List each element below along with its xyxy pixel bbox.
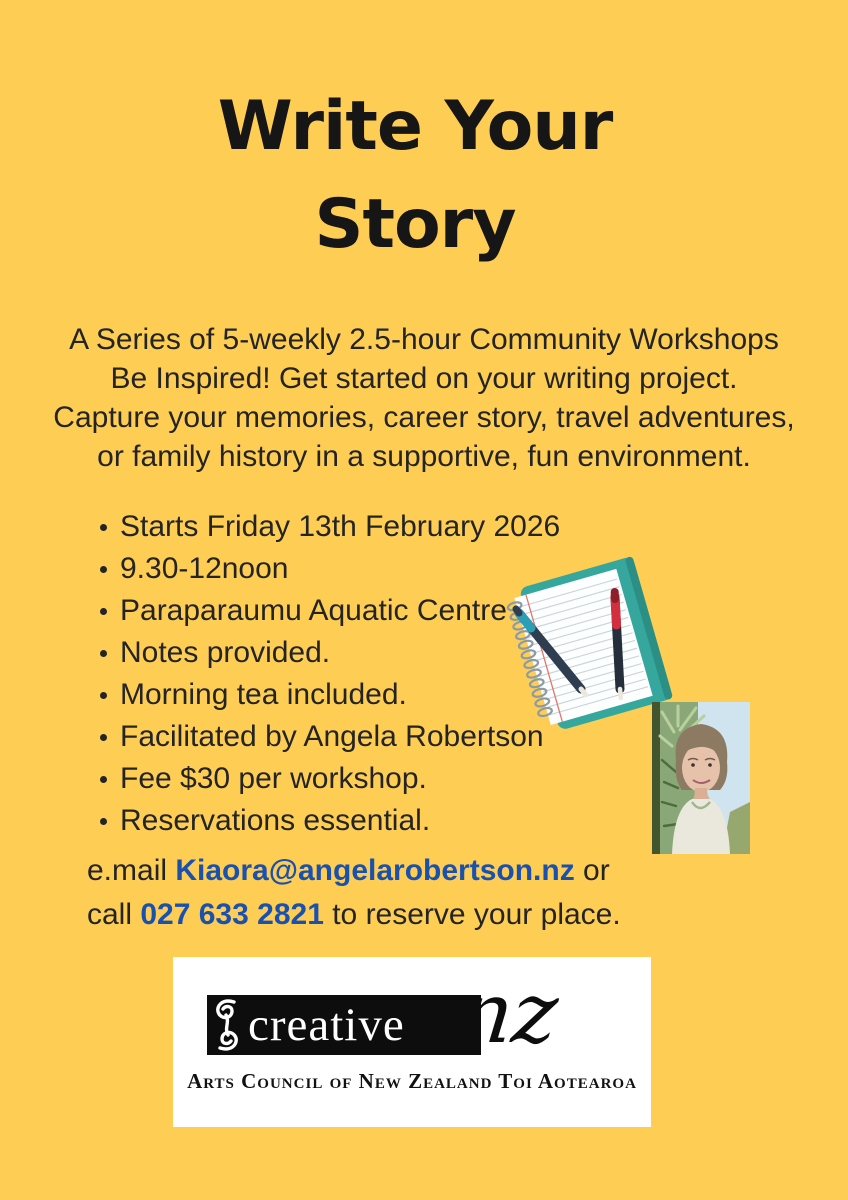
list-item: Morning tea included. <box>120 674 560 716</box>
logo-caption: Arts Council of New Zealand Toi Aotearoa <box>187 1069 637 1093</box>
koru-icon <box>212 997 242 1053</box>
list-item: 9.30-12noon <box>120 548 560 590</box>
facilitator-portrait-image <box>652 702 750 854</box>
intro-line: A Series of 5-weekly 2.5-hour Community Workshops <box>69 323 779 356</box>
facilitator-photo <box>652 702 750 854</box>
list-item: Facilitated by Angela Robertson <box>120 716 560 758</box>
list-item: Reservations essential. <box>120 800 560 842</box>
intro-line: or family history in a supportive, fun environment. <box>97 440 751 473</box>
poster-title <box>0 78 830 274</box>
phone-prefix: call <box>87 898 141 931</box>
phone-suffix: to reserve your place. <box>323 898 621 931</box>
intro-line: Capture your memories, career story, travel adventures, <box>53 401 795 434</box>
workshop-details-list <box>120 506 560 842</box>
logo-brand-word: creative <box>248 999 405 1051</box>
intro-paragraph <box>0 320 848 476</box>
intro-line: Be Inspired! Get started on your writing project. <box>110 362 738 395</box>
logo-nz-script: nz <box>453 964 563 1062</box>
list-item: Notes provided. <box>120 632 560 674</box>
logo-black-bar <box>207 995 481 1055</box>
poster-title-line1: Write Your <box>217 87 613 166</box>
email-suffix: or <box>574 854 610 887</box>
list-item: Paraparaumu Aquatic Centre <box>120 590 560 632</box>
poster-title-line2: Story <box>314 185 516 264</box>
email-prefix: e.mail <box>87 854 176 887</box>
email-address: Kiaora@angelarobertson.nz <box>175 854 575 887</box>
contact-phone-line <box>87 893 621 937</box>
pen-red <box>615 592 621 698</box>
contact-info <box>87 849 621 937</box>
phone-number: 027 633 2821 <box>140 898 324 931</box>
list-item: Fee $30 per workshop. <box>120 758 560 800</box>
creative-nz-logo <box>173 957 651 1127</box>
list-item: Starts Friday 13th February 2026 <box>120 506 560 548</box>
contact-email-line <box>87 849 621 893</box>
